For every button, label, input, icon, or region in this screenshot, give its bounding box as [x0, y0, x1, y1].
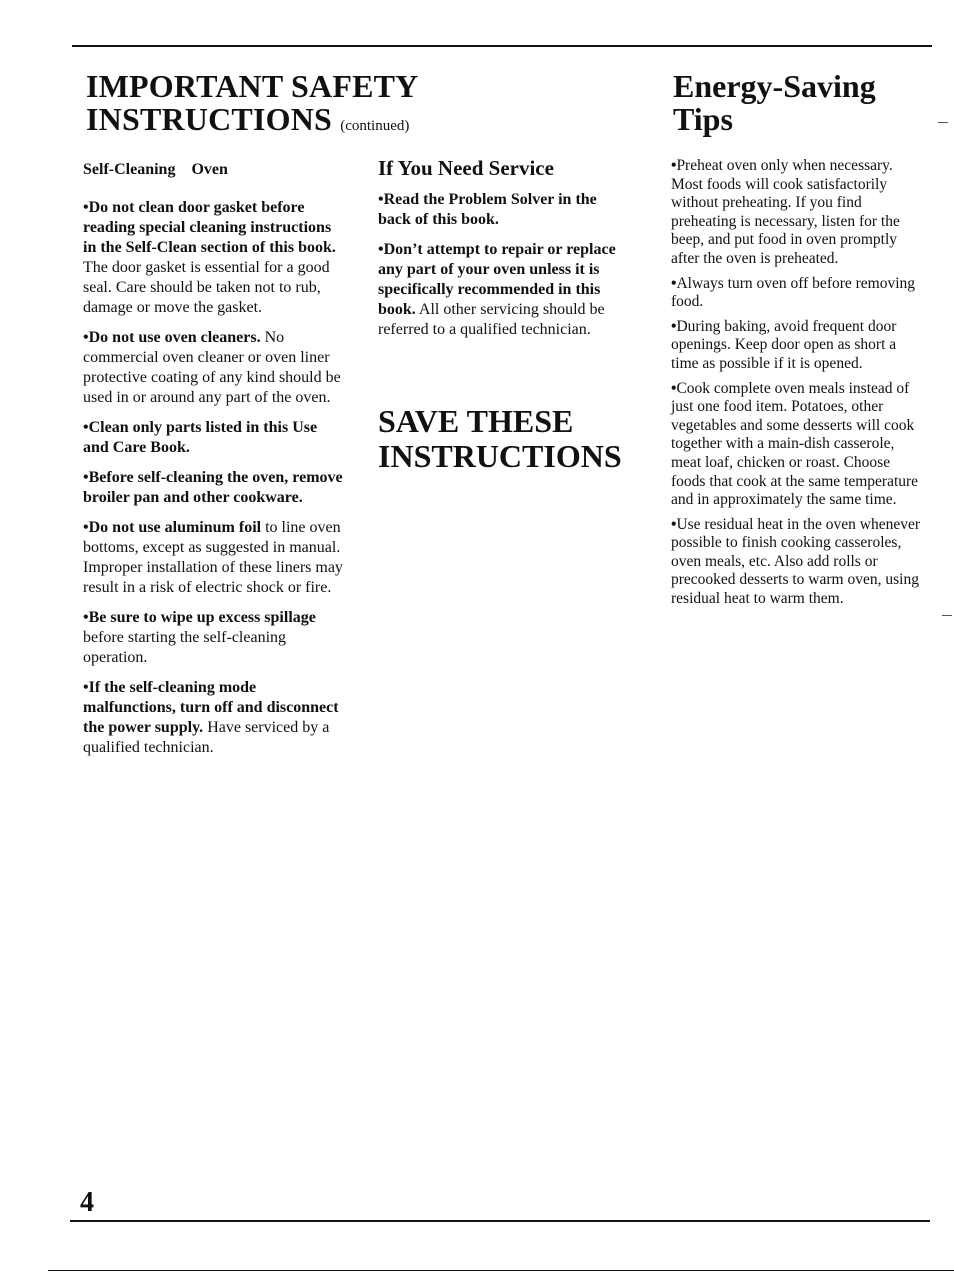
bullet-icon: • — [83, 419, 89, 436]
bullet-icon: • — [671, 157, 677, 174]
bullet-icon: • — [83, 329, 89, 346]
bullet-icon: • — [671, 317, 677, 335]
item-text: The door gasket is essential for a good seal. Care should be taken not to rub, damage or move the gasket. — [83, 259, 330, 316]
margin-tick — [938, 122, 948, 123]
item-bold-text: Don’t attempt to repair or replace any part of your oven unless it is specifically recommended in this book. — [378, 241, 616, 318]
list-item — [83, 518, 345, 598]
top-rule — [72, 45, 932, 47]
save-title-line2: INSTRUCTIONS — [378, 438, 622, 474]
save-title-line1: SAVE THESE — [378, 403, 574, 439]
self-cleaning-heading: Self-Cleaning Oven — [83, 161, 228, 178]
energy-tips-section — [671, 157, 926, 615]
item-text: before starting the self-cleaning operation. — [83, 629, 287, 666]
list-item — [83, 608, 345, 668]
safety-title-suffix: (continued) — [340, 118, 410, 134]
bullet-icon: • — [378, 241, 384, 258]
list-item — [671, 318, 926, 374]
item-text: No commercial oven cleaner or oven liner protective coating of any kind should be used in or around any part of the oven. — [83, 329, 341, 406]
page-number: 4 — [80, 1187, 94, 1218]
list-item — [83, 418, 345, 458]
energy-title-line1: Energy-Saving — [673, 68, 876, 104]
item-bold-text: Do not use aluminum foil — [88, 519, 262, 536]
item-bold-text: Be sure to wipe up excess spillage — [88, 609, 316, 626]
bottom-rule — [70, 1220, 930, 1222]
item-text: Have serviced by a qualified technician. — [83, 719, 330, 756]
bullet-icon: • — [671, 274, 677, 292]
margin-tick — [942, 615, 952, 616]
item-bold-text: Do not clean door gasket before reading special cleaning instructions in the Self-Clean section of this book. — [83, 199, 336, 256]
list-item — [671, 275, 926, 312]
list-item — [671, 157, 926, 269]
bullet-icon: • — [83, 609, 89, 626]
item-text: Cook complete oven meals instead of just one food item. Potatoes, other vegetables and some desserts will cook together with a main-dish casserole, meat loaf, chicken or roast. Choose foods that cook at the same temperature and in approximately the same time. — [671, 379, 919, 509]
bullet-icon: • — [671, 515, 677, 533]
item-bold-text: Clean only parts listed in this Use and Care Book. — [83, 419, 318, 456]
item-text: During baking, avoid frequent door openings. Keep door open as short a time as possible if it is opened. — [671, 317, 897, 372]
energy-tips-list — [671, 157, 926, 609]
item-text: to line oven bottoms, except as suggested in manual. Improper installation of these liners may result in a risk of electric shock or fire. — [83, 519, 343, 596]
self-cleaning-list — [83, 198, 345, 758]
service-list — [378, 190, 633, 340]
item-bold-text: If the self-cleaning mode malfunctions, turn off and disconnect the power supply. — [83, 679, 339, 736]
self-cleaning-section — [83, 160, 345, 768]
list-item — [671, 380, 926, 510]
bullet-icon: • — [671, 379, 677, 397]
safety-title-line2: INSTRUCTIONS — [86, 101, 333, 137]
list-item — [83, 198, 345, 318]
bullet-icon: • — [378, 191, 384, 208]
energy-title-line2: Tips — [673, 101, 733, 137]
item-text: Use residual heat in the oven whenever possible to finish cooking casseroles, oven meals, etc. Also add rolls or precooked desserts to warm oven, using residual heat to warm them. — [671, 515, 921, 608]
item-bold-text: Do not use oven cleaners. — [88, 329, 261, 346]
footer-rule — [48, 1270, 954, 1271]
list-item — [83, 328, 345, 408]
bullet-icon: • — [83, 679, 89, 696]
save-instructions-title — [378, 404, 622, 474]
item-text: Preheat oven only when necessary. Most foods will cook satisfactorily without preheating. If you find preheating is necessary, listen for the beep, and put food in oven promptly after the oven is preheated. — [671, 157, 900, 267]
safety-title-line1: IMPORTANT SAFETY — [86, 68, 419, 104]
list-item — [378, 190, 633, 230]
list-item — [378, 240, 633, 340]
energy-title — [673, 70, 876, 136]
bullet-icon: • — [83, 199, 89, 216]
item-text: All other servicing should be referred to a qualified technician. — [378, 301, 605, 338]
item-text: Always turn oven off before removing food. — [671, 274, 916, 311]
list-item — [671, 516, 926, 609]
safety-title — [86, 70, 418, 143]
item-bold-text: Read the Problem Solver in the back of this book. — [378, 191, 597, 228]
list-item — [83, 468, 345, 508]
service-heading: If You Need Service — [378, 156, 554, 180]
list-item — [83, 678, 345, 758]
service-section — [378, 156, 633, 350]
bullet-icon: • — [83, 519, 89, 536]
bullet-icon: • — [83, 469, 89, 486]
item-bold-text: Before self-cleaning the oven, remove broiler pan and other cookware. — [83, 469, 343, 506]
